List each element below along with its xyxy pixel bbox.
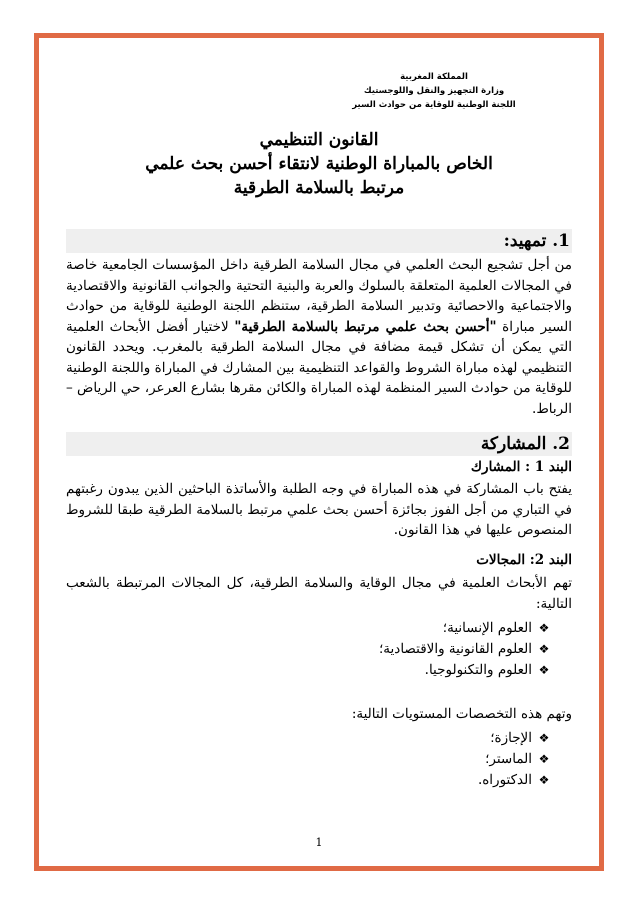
section-1-paragraph bbox=[66, 255, 572, 419]
list-item: ❖ العلوم الإنسانية؛ bbox=[379, 618, 552, 639]
section-2-bar bbox=[66, 432, 572, 456]
list-item: ❖ العلوم والتكنولوجيا. bbox=[379, 660, 552, 681]
levels-list bbox=[478, 728, 552, 791]
competition-name: "أحسن بحث علمي مرتبط بالسلامة الطرقية" bbox=[234, 318, 497, 335]
fields-list bbox=[379, 618, 552, 681]
diamond-bullet-icon: ❖ bbox=[538, 773, 550, 787]
title-line-2: الخاص بالمباراة الوطنية لانتقاء أحسن بحث علمي bbox=[145, 154, 493, 174]
section-1-text-start: من أجل تشجيع البحث العلمي في مجال السلامة الطرقية داخل المؤسسات الجامعية خاصة في المجالات العلمية المتعلقة بالسلوك والعربة والبنية التحتية والجوانب القانونية والاقتصادية والاجتماعية والاحصائية وتدبير السلامة الطرقية، ستنظم اللجنة الوطنية للوقاية من حوادث السير مباراة bbox=[66, 257, 572, 335]
letterhead-ministry: وزارة التجهيز والنقل واللوجستيك bbox=[363, 86, 505, 96]
section-2-heading: 2. المشاركة bbox=[480, 434, 570, 454]
list-item: ❖ العلوم القانونية والاقتصادية؛ bbox=[379, 639, 552, 660]
diamond-bullet-icon: ❖ bbox=[538, 731, 550, 745]
document-title bbox=[66, 128, 572, 200]
levels-intro: وتهم هذه التخصصات المستويات التالية: bbox=[351, 706, 572, 722]
page-number: 1 bbox=[315, 836, 323, 849]
diamond-bullet-icon: ❖ bbox=[538, 621, 550, 635]
list-item: ❖ الإجازة؛ bbox=[478, 728, 552, 749]
section-1-text-end: لاختيار أفضل الأبحاث العلمية التي يمكن أن تشكل قيمة مضافة في مجال السلامة الطرقية بالمغرب. ويحدد القانون التنظيمي لهذه مباراة الشروط والقواعد التنظيمية بين المشارك في المباراة واللجنة الوطنية للوقاية من حوادث السير المنظمة لهذه المباراة والكائن مقرها بشارع العرعر، حي الرياض – الرباط. bbox=[66, 318, 572, 417]
letterhead bbox=[334, 70, 534, 112]
document-page bbox=[66, 66, 572, 856]
title-line-3: مرتبط بالسلامة الطرقية bbox=[233, 178, 405, 198]
diamond-bullet-icon: ❖ bbox=[538, 642, 550, 656]
title-line-1: القانون التنظيمي bbox=[259, 130, 379, 150]
diamond-bullet-icon: ❖ bbox=[538, 752, 550, 766]
section-1-bar bbox=[66, 229, 572, 253]
article-2-intro: تهم الأبحاث العلمية في مجال الوقاية والسلامة الطرقية، كل المجالات المرتبطة بالشعب التالية: bbox=[66, 575, 572, 612]
letterhead-kingdom: المملكة المغربية bbox=[400, 72, 468, 82]
section-1-heading: 1. تمهيد: bbox=[503, 231, 570, 251]
list-item: ❖ الماستر؛ bbox=[478, 749, 552, 770]
article-2-title: البند 2: المجالات bbox=[476, 552, 572, 568]
list-item: ❖ الدكتوراه. bbox=[478, 770, 552, 791]
diamond-bullet-icon: ❖ bbox=[538, 663, 550, 677]
article-1-title: البند 1 : المشارك bbox=[470, 459, 572, 475]
letterhead-committee: اللجنة الوطنية للوقاية من حوادث السير bbox=[352, 100, 516, 110]
article-1-paragraph: يفتح باب المشاركة في هذه المباراة في وجه الطلبة والأساتذة الباحثين الذين يبدون رغبتهم في التباري من أجل الفوز بجائزة أحسن بحث علمي مرتبط بالسلامة الطرقية طبقا للشروط المنصوص عليها في هذا القانون. bbox=[66, 481, 572, 538]
